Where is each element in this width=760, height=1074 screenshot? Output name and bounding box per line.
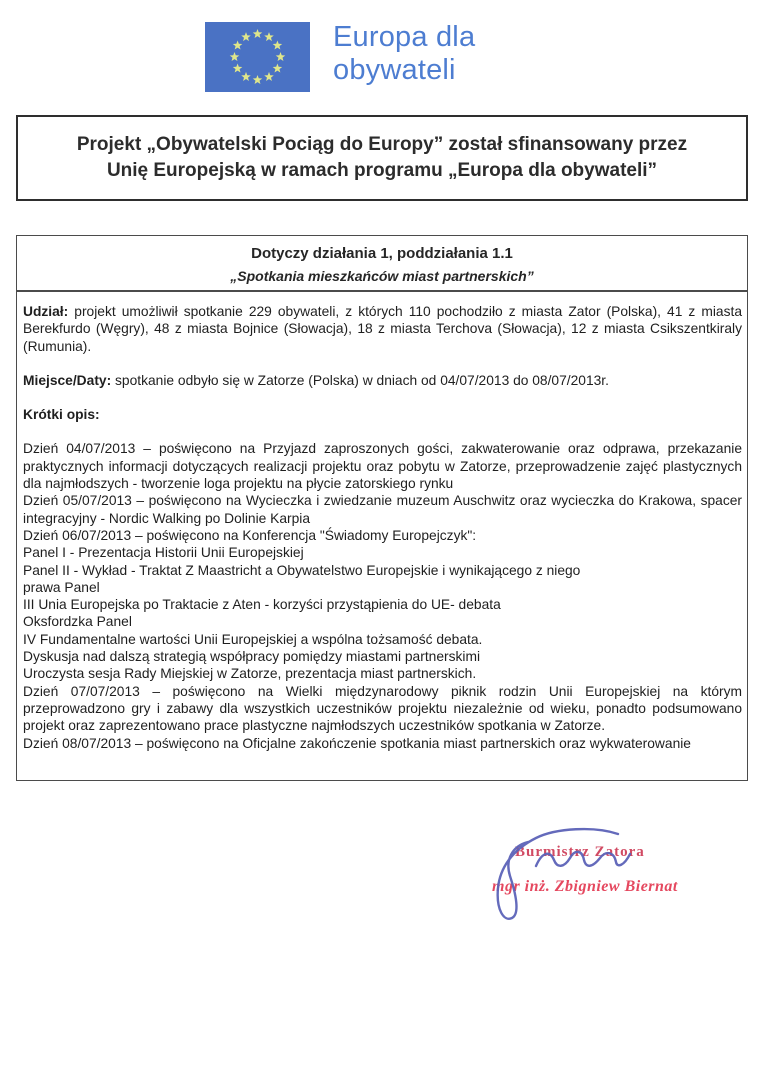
funding-statement-text xyxy=(77,132,687,184)
action-body xyxy=(17,292,747,752)
place-dates-text: spotkanie odbyło się w Zatorze (Polska) w dniach od 04/07/2013 do 08/07/2013r. xyxy=(115,372,609,388)
description-line: Dzień 05/07/2013 – poświęcono na Wycieczka i zwiedzanie muzeum Auschwitz oraz wycieczka do Krakowa, spacer integracyjny - Nordic Walking po Dolinie Karpia xyxy=(23,493,742,526)
funding-statement-box xyxy=(16,115,748,201)
description-line: Dyskusja nad dalszą strategią współpracy pomiędzy miastami partnerskimi xyxy=(23,649,481,665)
description-line: Panel II - Wykład - Traktat Z Maastricht a Obywatelstwo Europejskie i wynikającego z niego xyxy=(23,562,581,578)
action-header xyxy=(17,236,747,292)
description-line: IV Fundamentalne wartości Unii Europejskiej a wspólna tożsamość debata. xyxy=(23,631,483,647)
funding-statement-line2: Unię Europejską w ramach programu „Europa dla obywateli” xyxy=(106,160,658,181)
short-description-label-paragraph xyxy=(23,406,742,423)
description-line: Panel I - Prezentacja Historii Unii Europejskiej xyxy=(23,545,304,561)
description-line: Dzień 04/07/2013 – poświęcono na Przyjazd zaproszonych gości, zakwaterowanie oraz odprawa, przekazanie praktycznych informacji dotyczących realizacji projektu oraz pobytu w Zatorze, przeprowadzenie zajęć plastycznych dla najmłodszych - tworzenie loga projektu na płycie zatorskiego rynku xyxy=(23,441,742,492)
participation-label: Udział: xyxy=(23,304,69,319)
description-line: Dzień 08/07/2013 – poświęcono na Oficjalne zakończenie spotkania miast partnerskich oraz wykwaterowanie xyxy=(23,735,691,751)
participation-paragraph xyxy=(23,303,742,355)
description-line: Uroczysta sesja Rady Miejskiej w Zatorze, prezentacja miast partnerskich. xyxy=(23,666,477,682)
action-header-title: Dotyczy działania 1, poddziałania 1.1 xyxy=(251,245,513,262)
signature-scribble xyxy=(470,818,720,943)
stamp-title-text: Burmistrz Zatora xyxy=(515,844,645,860)
action-details-box xyxy=(16,235,748,781)
action-header-subtitle: „Spotkania mieszkańców miast partnerskich” xyxy=(230,268,534,284)
description-line: Oksfordzka Panel xyxy=(23,614,132,630)
participation-text: projekt umożliwił spotkanie 229 obywateli, z których 110 pochodziło z miasta Zator (Polska), 41 z miasta Berekfurdo (Węgry), 48 z miasta Bojnice (Słowacja), 18 z miasta Terchova (Słowacja), 12 z miasta Csikszentkiraly (Rumunia). xyxy=(23,304,742,354)
funding-statement-line1: Projekt „Obywatelski Pociąg do Europy” został sfinansowany przez xyxy=(76,134,688,155)
description-line: III Unia Europejska po Traktacie z Aten - korzyści przystąpienia do UE- debata xyxy=(23,597,501,613)
eu-flag-icon xyxy=(205,22,310,92)
stamp-name-text: mgr inż. Zbigniew Biernat xyxy=(492,878,678,895)
place-dates-paragraph xyxy=(23,372,742,389)
place-dates-label: Miejsce/Daty: xyxy=(23,372,112,388)
program-name xyxy=(333,21,475,87)
program-name-line1: Europa dla xyxy=(333,21,476,53)
description-line: Dzień 06/07/2013 – poświęcono na Konferencja "Świadomy Europejczyk": xyxy=(23,527,477,543)
program-name-line2: obywateli xyxy=(333,54,456,86)
signature-area xyxy=(470,818,720,943)
description-line: prawa Panel xyxy=(23,579,100,595)
eu-flag-svg xyxy=(205,22,310,92)
description-line: Dzień 07/07/2013 – poświęcono na Wielki międzynarodowy piknik rodzin Unii Europejskiej na którym przeprowadzono gry i zabawy dla wszystkich uczestników projektu niezależnie od wieku, ponadto podsumowano projekt oraz zaprezentowano prace plastyczne najmłodszych uczestników spotkania w Zatorze. xyxy=(23,683,742,734)
short-description-block xyxy=(23,440,742,751)
short-description-label: Krótki opis: xyxy=(23,407,100,423)
